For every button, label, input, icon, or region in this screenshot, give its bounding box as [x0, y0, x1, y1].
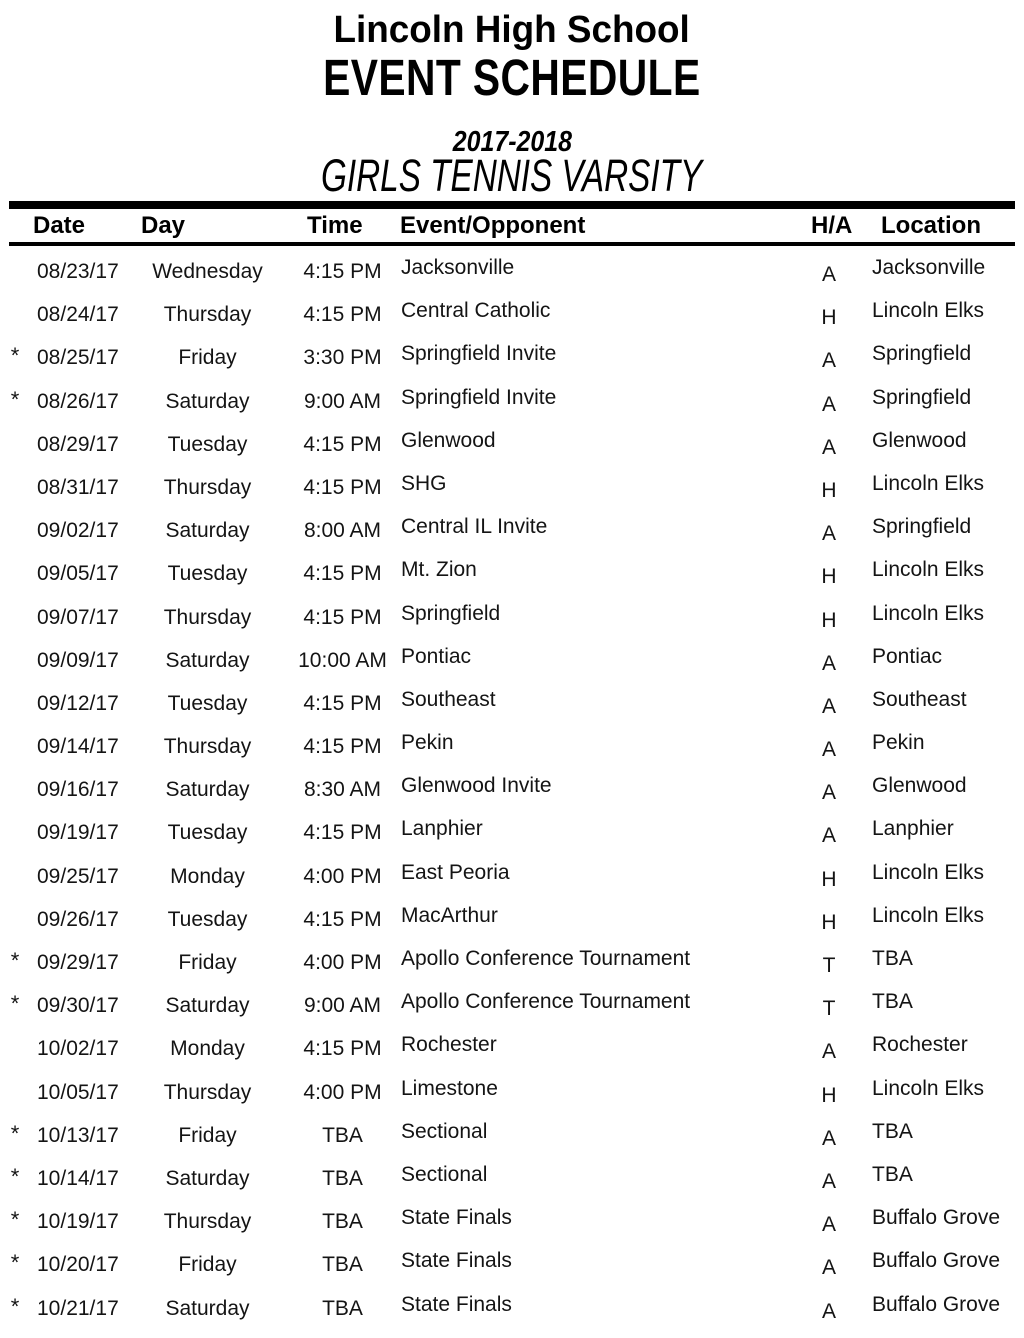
cell-location: Glenwood [872, 428, 967, 452]
cell-event-opponent: Springfield [401, 601, 501, 625]
table-row [0, 643, 1024, 686]
cell-location: Lincoln Elks [872, 860, 985, 884]
cell-date: 10/19/17 [37, 1210, 119, 1234]
cell-home-away: H [821, 910, 837, 934]
cell-date: 09/26/17 [37, 907, 119, 931]
cell-time: TBA [322, 1296, 363, 1320]
cell-time: 4:15 PM [303, 562, 382, 586]
cell-home-away: A [821, 349, 836, 373]
cell-home-away: A [821, 824, 836, 848]
cell-day: Tuesday [167, 691, 248, 715]
cell-location: Springfield [872, 342, 972, 366]
cell-date: 09/09/17 [37, 648, 119, 672]
cell-home-away: A [821, 1256, 836, 1280]
cell-home-away: A [821, 392, 836, 416]
conference-flag-asterisk: * [10, 1163, 20, 1189]
cell-home-away: A [821, 1126, 836, 1150]
cell-time: 4:15 PM [303, 691, 382, 715]
cell-home-away: H [821, 478, 837, 502]
conference-flag-asterisk: * [10, 948, 20, 973]
cell-event-opponent: Rochester [401, 1033, 497, 1057]
cell-event-opponent: Mt. Zion [401, 558, 477, 582]
cell-time: 4:00 PM [303, 951, 382, 974]
cell-date: 10/02/17 [37, 1037, 119, 1061]
cell-time: 3:30 PM [303, 346, 382, 370]
cell-location: Buffalo Grove [872, 1292, 1001, 1316]
cell-time: 4:00 PM [303, 864, 382, 888]
cell-day: Thursday [163, 1080, 252, 1104]
cell-time: 9:00 AM [303, 994, 382, 1018]
cell-home-away: A [821, 522, 836, 546]
table-row [0, 254, 1024, 297]
cell-day: Wednesday [152, 260, 263, 283]
cell-home-away: H [821, 608, 837, 632]
table-row [0, 297, 1024, 340]
table-row [0, 600, 1024, 643]
cell-day: Saturday [165, 778, 250, 802]
cell-event-opponent: Sectional [401, 1119, 488, 1143]
cell-date: 09/25/17 [37, 864, 119, 888]
cell-date: 10/21/17 [37, 1296, 119, 1320]
cell-date: 09/14/17 [37, 735, 119, 759]
cell-location: Buffalo Grove [872, 1249, 1001, 1273]
cell-date: 08/29/17 [37, 432, 119, 456]
cell-date: 10/13/17 [37, 1123, 119, 1147]
schedule-rows [0, 254, 1024, 1334]
cell-day: Saturday [165, 648, 250, 672]
conference-flag-asterisk: * [10, 1250, 20, 1276]
cell-day: Tuesday [167, 907, 248, 931]
conference-flag-asterisk: * [10, 1207, 20, 1233]
cell-location: Lanphier [872, 817, 954, 841]
cell-day: Monday [170, 864, 245, 888]
cell-day: Thursday [163, 735, 252, 759]
table-row [0, 988, 1024, 1031]
cell-date: 09/12/17 [37, 691, 119, 715]
cell-time: 4:15 PM [303, 735, 382, 759]
cell-time: 4:15 PM [303, 1037, 382, 1061]
cell-home-away: H [821, 867, 837, 891]
column-header-location: Location [881, 212, 981, 239]
cell-home-away: A [821, 738, 836, 762]
table-row [0, 1291, 1024, 1334]
cell-time: 8:30 AM [303, 778, 382, 802]
school-name-text: Lincoln High School [333, 9, 691, 51]
cell-time: 4:15 PM [303, 260, 382, 283]
cell-location: Buffalo Grove [872, 1206, 1001, 1230]
table-row [0, 902, 1024, 945]
cell-event-opponent: Pekin [401, 731, 454, 755]
cell-day: Friday [178, 1253, 237, 1277]
cell-day: Thursday [163, 1210, 252, 1234]
cell-day: Saturday [165, 1166, 250, 1190]
cell-event-opponent: Glenwood [401, 428, 496, 452]
cell-date: 10/05/17 [37, 1080, 119, 1104]
season-label-text: 2017-2018 [452, 126, 572, 158]
cell-home-away: A [821, 1213, 836, 1237]
cell-date: 10/14/17 [37, 1166, 119, 1190]
cell-event-opponent: Limestone [401, 1076, 498, 1100]
cell-location: TBA [872, 1162, 913, 1186]
table-row [0, 1075, 1024, 1118]
cell-location: Jacksonville [872, 256, 986, 279]
cell-event-opponent: SHG [401, 471, 447, 495]
cell-home-away: A [821, 694, 836, 718]
cell-location: Pontiac [872, 644, 943, 668]
cell-time: 4:15 PM [303, 475, 382, 499]
table-row [0, 729, 1024, 772]
cell-home-away: T [822, 997, 836, 1021]
cell-location: Pekin [872, 731, 925, 755]
conference-flag-asterisk: * [10, 343, 20, 369]
cell-day: Saturday [165, 389, 250, 413]
document-title [0, 49, 1024, 107]
divider-thick [9, 201, 1015, 209]
table-row [0, 427, 1024, 470]
table-row [0, 1118, 1024, 1161]
cell-location: Springfield [872, 385, 972, 409]
cell-date: 09/29/17 [37, 951, 119, 974]
cell-home-away: A [821, 1169, 836, 1193]
column-header-day: Day [141, 212, 186, 239]
cell-date: 10/20/17 [37, 1253, 119, 1277]
table-row [0, 513, 1024, 556]
cell-location: Springfield [872, 515, 972, 539]
table-row [0, 1161, 1024, 1204]
cell-time: TBA [322, 1123, 363, 1147]
cell-event-opponent: Springfield Invite [401, 385, 557, 409]
cell-date: 08/31/17 [37, 475, 119, 499]
cell-date: 08/26/17 [37, 389, 119, 413]
cell-event-opponent: East Peoria [401, 860, 510, 884]
cell-day: Thursday [163, 605, 252, 629]
column-header-time: Time [307, 212, 363, 239]
cell-home-away: A [821, 263, 836, 286]
team-label [0, 151, 1024, 201]
conference-flag-asterisk: * [10, 386, 20, 412]
cell-location: Lincoln Elks [872, 558, 985, 582]
cell-date: 09/16/17 [37, 778, 119, 802]
cell-date: 08/24/17 [37, 303, 119, 327]
cell-location: Lincoln Elks [872, 471, 985, 495]
cell-location: Lincoln Elks [872, 299, 985, 323]
table-row [0, 1031, 1024, 1074]
cell-home-away: A [821, 651, 836, 675]
cell-day: Thursday [163, 303, 252, 327]
cell-time: TBA [322, 1253, 363, 1277]
cell-home-away: A [821, 1040, 836, 1064]
conference-flag-asterisk: * [10, 991, 20, 1017]
column-header-home-away: H/A [811, 212, 853, 239]
cell-day: Saturday [165, 1296, 250, 1320]
cell-event-opponent: Lanphier [401, 817, 483, 841]
cell-home-away: H [821, 565, 837, 589]
table-row [0, 772, 1024, 815]
table-row [0, 1247, 1024, 1290]
cell-location: Rochester [872, 1033, 968, 1057]
cell-time: 9:00 AM [303, 389, 382, 413]
table-row [0, 815, 1024, 858]
cell-event-opponent: Springfield Invite [401, 342, 557, 366]
document-title-text: EVENT SCHEDULE [323, 49, 701, 106]
school-name [0, 8, 1024, 52]
cell-day: Thursday [163, 475, 252, 499]
column-header-event-opponent: Event/Opponent [400, 212, 586, 239]
cell-event-opponent: MacArthur [401, 903, 498, 927]
table-row [0, 945, 1024, 988]
cell-event-opponent: Central IL Invite [401, 515, 548, 539]
cell-event-opponent: Apollo Conference Tournament [401, 947, 691, 970]
team-label-text: GIRLS TENNIS VARSITY [321, 150, 703, 201]
cell-location: Glenwood [872, 774, 967, 798]
cell-time: 4:15 PM [303, 821, 382, 845]
table-row [0, 1204, 1024, 1247]
cell-home-away: A [821, 1299, 836, 1323]
cell-day: Friday [178, 951, 237, 974]
cell-event-opponent: Southeast [401, 687, 496, 711]
cell-home-away: A [821, 435, 836, 459]
cell-event-opponent: Glenwood Invite [401, 774, 552, 798]
table-row [0, 859, 1024, 902]
cell-home-away: A [821, 781, 836, 805]
cell-event-opponent: Central Catholic [401, 299, 551, 323]
table-row [0, 686, 1024, 729]
cell-day: Tuesday [167, 432, 248, 456]
cell-home-away: H [821, 1083, 837, 1107]
cell-event-opponent: State Finals [401, 1206, 512, 1230]
cell-location: Lincoln Elks [872, 1076, 985, 1100]
cell-day: Saturday [165, 519, 250, 543]
cell-location: Lincoln Elks [872, 903, 985, 927]
cell-date: 09/05/17 [37, 562, 119, 586]
cell-event-opponent: Jacksonville [401, 256, 515, 279]
cell-day: Friday [178, 346, 237, 370]
cell-day: Monday [170, 1037, 245, 1061]
table-row [0, 340, 1024, 383]
column-header-date: Date [33, 212, 86, 239]
cell-location: Southeast [872, 687, 967, 711]
cell-day: Tuesday [167, 821, 248, 845]
divider-thin [9, 242, 1015, 246]
cell-location: TBA [872, 947, 913, 970]
cell-time: 4:15 PM [303, 907, 382, 931]
table-row [0, 384, 1024, 427]
cell-home-away: T [822, 954, 836, 977]
cell-time: 4:15 PM [303, 605, 382, 629]
cell-location: TBA [872, 1119, 913, 1143]
cell-event-opponent: Sectional [401, 1162, 488, 1186]
cell-time: 10:00 AM [298, 648, 387, 672]
cell-date: 09/19/17 [37, 821, 119, 845]
cell-time: TBA [322, 1210, 363, 1234]
cell-date: 08/23/17 [37, 260, 119, 283]
table-row [0, 556, 1024, 599]
cell-date: 09/02/17 [37, 519, 119, 543]
cell-location: TBA [872, 990, 913, 1014]
cell-time: 4:15 PM [303, 303, 382, 327]
cell-location: Lincoln Elks [872, 601, 985, 625]
cell-time: TBA [322, 1166, 363, 1190]
cell-day: Tuesday [167, 562, 248, 586]
cell-home-away: H [821, 306, 837, 330]
cell-date: 08/25/17 [37, 346, 119, 370]
cell-event-opponent: State Finals [401, 1249, 512, 1273]
cell-date: 09/30/17 [37, 994, 119, 1018]
cell-event-opponent: State Finals [401, 1292, 512, 1316]
cell-event-opponent: Apollo Conference Tournament [401, 990, 691, 1014]
cell-time: 4:15 PM [303, 432, 382, 456]
table-row [0, 470, 1024, 513]
cell-day: Saturday [165, 994, 250, 1018]
cell-event-opponent: Pontiac [401, 644, 472, 668]
conference-flag-asterisk: * [10, 1293, 20, 1319]
cell-time: 8:00 AM [303, 519, 382, 543]
cell-date: 09/07/17 [37, 605, 119, 629]
cell-time: 4:00 PM [303, 1080, 382, 1104]
conference-flag-asterisk: * [10, 1120, 20, 1146]
cell-day: Friday [178, 1123, 237, 1147]
